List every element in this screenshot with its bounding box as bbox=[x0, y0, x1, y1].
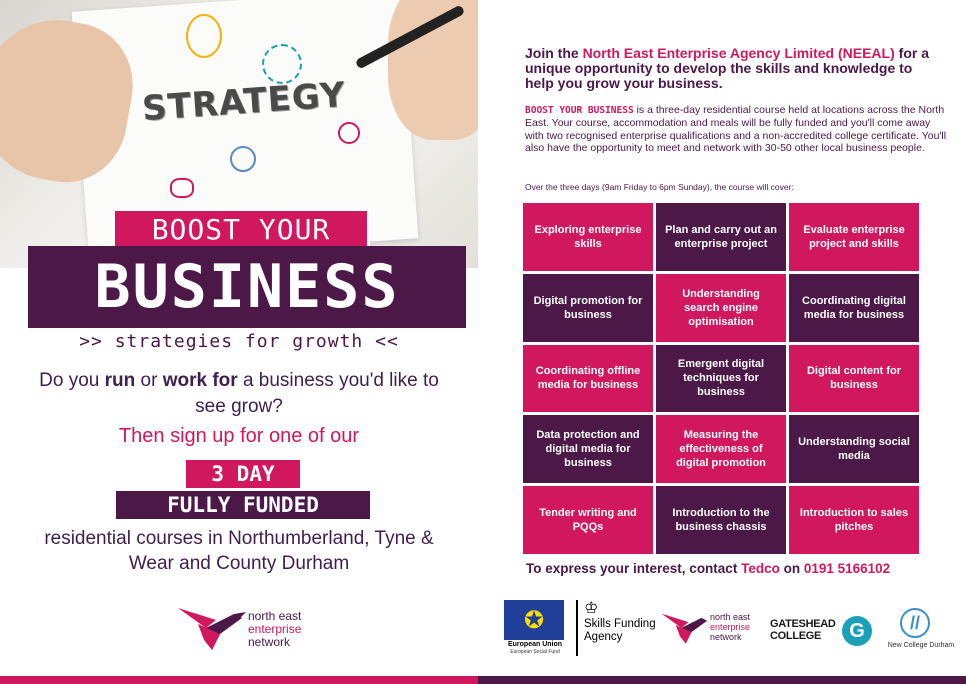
hero-strategy-word: STRATEGY bbox=[140, 74, 347, 130]
intro-org: North East Enterprise Agency Limited (NEEAL) bbox=[582, 45, 895, 61]
boost-your-heading: BOOST YOUR bbox=[112, 208, 370, 250]
crest-icon: ♔ bbox=[584, 600, 599, 617]
module-cell: Plan and carry out an enterprise project bbox=[656, 203, 786, 271]
contact-org: Tedco bbox=[741, 561, 780, 576]
module-cell: Understanding social media bbox=[789, 415, 919, 483]
module-cell: Coordinating offline media for business bbox=[523, 345, 653, 413]
sfa-line: Skills Funding bbox=[584, 618, 656, 630]
north-east-enterprise-network-logo bbox=[176, 594, 346, 658]
network-icon bbox=[230, 146, 256, 172]
module-cell: Emergent digital techniques for business bbox=[656, 345, 786, 413]
fully-funded-badge: FULLY FUNDED bbox=[116, 491, 370, 519]
schedule-text: Over the three days (9am Friday to 6pm Sunday), the course will cover: bbox=[525, 182, 794, 192]
gateshead-line: COLLEGE bbox=[770, 630, 822, 642]
contact-part: on bbox=[779, 561, 804, 576]
module-cell: Digital content for business bbox=[789, 345, 919, 413]
north-east-enterprise-network-small-logo bbox=[660, 600, 770, 658]
question-part: Do you bbox=[39, 370, 105, 391]
logo-line: network bbox=[248, 635, 291, 649]
logo-line: north east bbox=[248, 609, 302, 623]
hummingbird-icon bbox=[176, 594, 246, 654]
signup-text: Then sign up for one of our bbox=[118, 425, 360, 447]
tagline: >> strategies for growth << bbox=[79, 331, 399, 352]
gateshead-g-icon: G bbox=[842, 616, 872, 646]
module-cell: Understanding search engine optimisation bbox=[656, 274, 786, 342]
ncd-mark-icon: // bbox=[900, 608, 930, 638]
eu-logo bbox=[502, 596, 568, 658]
question-part: a business you'd like to see grow? bbox=[195, 370, 439, 417]
module-cell: Introduction to the business chassis bbox=[656, 486, 786, 554]
target-icon bbox=[338, 122, 360, 144]
question-work-for: work for bbox=[162, 370, 238, 391]
logo-line: north east bbox=[710, 612, 751, 622]
eu-stars-icon: ✪ bbox=[504, 600, 564, 640]
bottom-bar-right bbox=[478, 676, 966, 684]
sfa-line: Agency bbox=[584, 631, 623, 643]
module-cell: Evaluate enterprise project and skills bbox=[789, 203, 919, 271]
question-part: or bbox=[135, 370, 163, 391]
new-college-durham-logo bbox=[878, 608, 964, 658]
question-run: run bbox=[104, 370, 136, 391]
course-description bbox=[525, 104, 949, 154]
lightbulb-icon bbox=[186, 14, 222, 58]
module-cell: Digital promotion for business bbox=[523, 274, 653, 342]
contact-text bbox=[526, 561, 946, 576]
module-cell: Introduction to sales pitches bbox=[789, 486, 919, 554]
partner-logos bbox=[502, 596, 962, 666]
hummingbird-icon bbox=[660, 600, 710, 650]
logo-line: network bbox=[710, 632, 742, 642]
module-cell: Coordinating digital media for business bbox=[789, 274, 919, 342]
logo-line: enterprise bbox=[248, 622, 302, 636]
skills-funding-agency-logo bbox=[576, 600, 660, 656]
contact-part: To express your interest, contact bbox=[526, 561, 742, 576]
question-text bbox=[30, 368, 448, 420]
three-day-badge: 3 DAY bbox=[186, 460, 300, 488]
eu-sub-label: European Social Fund bbox=[510, 649, 560, 655]
gateshead-line: GATESHEAD bbox=[770, 618, 836, 630]
logo-text bbox=[248, 610, 301, 649]
business-heading: BUSINESS bbox=[28, 246, 466, 328]
description-text: is a three-day residential course held at locations across the North East. Your course, accommodation and meals will be fully funded and you'll come away with two recognised enterprise qualifications and a non-accredited college certificate. You'll also have the opportunity to meet and network with 30-50 other local business people. bbox=[525, 104, 947, 154]
contact-phone[interactable]: 0191 5166102 bbox=[803, 561, 891, 576]
module-cell: Measuring the effectiveness of digital promotion bbox=[656, 415, 786, 483]
logo-line: enterprise bbox=[710, 622, 751, 632]
bottom-bar-left bbox=[0, 676, 478, 684]
module-cell: Tender writing and PQQs bbox=[523, 486, 653, 554]
course-name: BOOST YOUR BUSINESS bbox=[525, 105, 634, 116]
left-panel bbox=[0, 0, 478, 684]
intro-text bbox=[525, 46, 945, 91]
ncd-label: New College Durham bbox=[887, 642, 955, 649]
chat-icon bbox=[170, 178, 194, 198]
eu-label: European Union bbox=[507, 641, 563, 648]
courses-text: residential courses in Northumberland, Tyne & Wear and County Durham bbox=[44, 528, 434, 574]
intro-part: Join the bbox=[525, 45, 583, 61]
logo-text bbox=[710, 612, 750, 642]
module-cell: Exploring enterprise skills bbox=[523, 203, 653, 271]
right-panel bbox=[478, 0, 966, 684]
intro-part: for a unique opportunity to develop the skills and knowledge to help you grow your business. bbox=[525, 45, 929, 91]
gateshead-text bbox=[770, 618, 836, 642]
gateshead-college-logo bbox=[770, 614, 880, 654]
module-cell: Data protection and digital media for business bbox=[523, 415, 653, 483]
module-grid bbox=[523, 203, 919, 554]
